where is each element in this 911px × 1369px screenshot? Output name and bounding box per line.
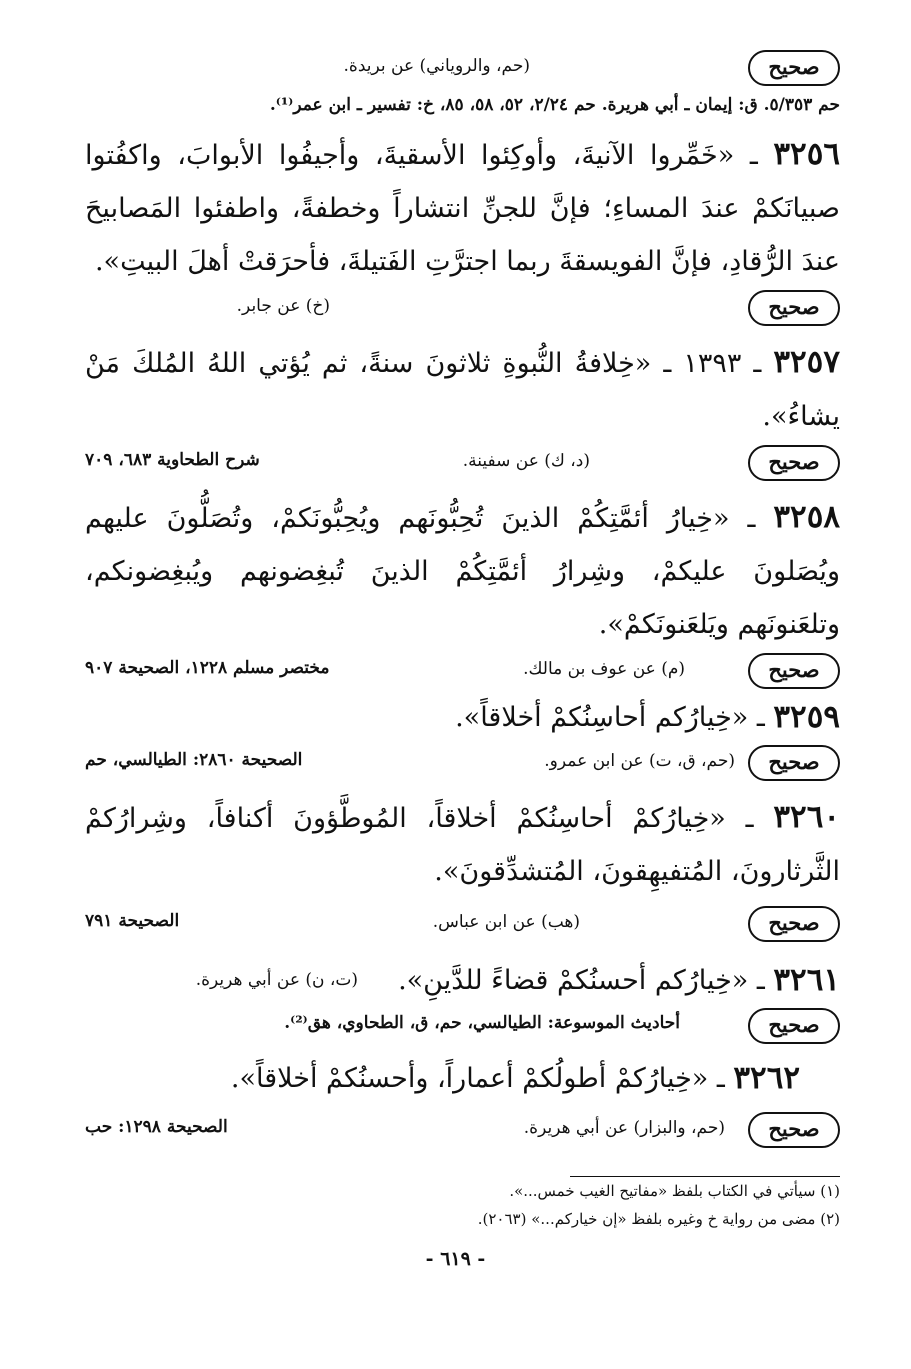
hadith-number: ٣٢٥٧ xyxy=(773,344,840,380)
hadith-body: «خِيارُكمْ أحاسِنُكمْ أخلاقاً، المُوطَّؤونَ أكنافاً، وشِرارُكمْ الثَّرثارونَ، المُتفيهِقونَ، المُتشدِّقونَ». xyxy=(85,803,840,887)
hadith-source: (ت، ن) عن أبي هريرة. xyxy=(195,970,359,990)
hadith-number: ٣٢٥٨ xyxy=(773,499,841,535)
hadith-number: ٣٢٥٩ xyxy=(773,699,840,735)
verification-note: شرح الطحاوية ٦٨٣، ٧٠٩ xyxy=(85,450,260,470)
hadith-text: ٣٢٦٢ ـ «خِيارُكمْ أطولُكمْ أعماراً، وأحسنُكمْ أخلاقاً». xyxy=(230,1060,800,1096)
hadith-text: ٣٢٦٠ ـ «خِيارُكمْ أحاسِنُكمْ أخلاقاً، المُوطَّؤونَ أكنافاً، وشِرارُكمْ الثَّرثارونَ، المُتفيهِقونَ، المُتشدِّقونَ». xyxy=(85,799,840,887)
hadith-body: «خِيارُكم أحاسِنُكمْ أخلاقاً». xyxy=(455,701,749,733)
verification-note: الصحيحة ٢٨٦٠: الطيالسي، حم xyxy=(85,750,303,770)
grade-badge: صحيح xyxy=(748,445,840,481)
hadith-text: ٣٢٥٧ ـ ١٣٩٣ ـ «خِلافةُ النُّبوةِ ثلاثونَ سنةً، ثم يُؤتي اللهُ المُلكَ مَنْ يشاءُ». xyxy=(85,344,840,432)
takhrij-line: حم ٥/٣٥٣. ق: إيمان ـ أبي هريرة. حم ٢/٢٤، ٥٢، ٥٨، ٨٥، خ: تفسير ـ ابن عمر⁽¹⁾. xyxy=(269,95,840,115)
grade-badge: صحيح xyxy=(748,653,840,689)
reference-row xyxy=(85,651,840,691)
hadith-number: ٣٢٥٦ xyxy=(773,136,840,172)
hadith-number: ٣٢٦١ xyxy=(773,962,840,998)
hadith-text: ٣٢٥٩ ـ «خِيارُكم أحاسِنُكمْ أخلاقاً». xyxy=(455,699,840,735)
document-page xyxy=(85,48,840,1338)
reference-row xyxy=(85,48,840,88)
hadith-text: ٣٢٥٨ ـ «خِيارُ أئمَّتِكُمْ الذينَ تُحِبُّونَهم ويُحِبُّونَكمْ، وتُصَلُّونَ عليهم ويُصَلونَ عليكمْ، وشِرارُ أئمَّتِكُمْ الذينَ تُبغِضونهم ويُبغِضونكم، وتلعَنونَهم ويَلعَنونَكمْ». xyxy=(85,499,841,640)
hadith-source: (هب) عن ابن عباس. xyxy=(432,912,580,932)
hadith-source: (حم، والروياني) عن بريدة. xyxy=(343,56,530,76)
hadith-source: (د، ك) عن سفينة. xyxy=(462,451,590,471)
footnote: (٢) مضى من رواية خ وغيره بلفظ «إن خياركم...» (٢٠٦٣). xyxy=(477,1210,840,1228)
reference-row xyxy=(85,288,840,328)
footnote: (١) سيأتي في الكتاب بلفظ «مفاتيح الغيب خمس...». xyxy=(509,1182,840,1200)
hadith-body: «خَمِّروا الآنيةَ، وأوكِئوا الأسقيةَ، وأجيفُوا الأبوابَ، واكفُتوا صبيانَكمْ عندَ المساءِ؛ فإنَّ للجنِّ انتشاراً وخطفةً، واطفئوا المَصابيحَ عندَ الرُّقادِ، فإنَّ الفويسقةَ ربما اجترَّتِ الفَتيلةَ، فأحرَقتْ أهلَ البيتِ». xyxy=(85,140,840,277)
grade-badge: صحيح xyxy=(748,1112,840,1148)
hadith-text: ٣٢٦١ ـ «خِيارُكم أحسنُكمْ قضاءً للدَّينِ». (ت، ن) عن أبي هريرة. xyxy=(195,962,840,998)
grade-badge: صحيح xyxy=(748,906,840,942)
hadith-number: ٣٢٦٠ xyxy=(773,799,840,835)
hadith-source: (خ) عن جابر. xyxy=(236,296,330,316)
hadith-number: ٣٢٦٢ xyxy=(733,1060,800,1096)
hadith-body: «خِيارُكمْ أطولُكمْ أعماراً، وأحسنُكمْ أخلاقاً». xyxy=(230,1062,709,1094)
hadith-body: ١٣٩٣ ـ «خِلافةُ النُّبوةِ ثلاثونَ سنةً، ثم يُؤتي اللهُ المُلكَ مَنْ يشاءُ». xyxy=(85,348,840,432)
reference-row xyxy=(85,443,840,483)
hadith-body: «خِيارُكم أحسنُكمْ قضاءً للدَّينِ». xyxy=(398,964,749,996)
grade-badge: صحيح xyxy=(748,290,840,326)
verification-note: الصحيحة ١٢٩٨: حب xyxy=(85,1117,228,1137)
page-number: - ٦١٩ - xyxy=(425,1248,486,1270)
reference-row xyxy=(85,1006,840,1046)
grade-badge: صحيح xyxy=(748,745,840,781)
verification-note: مختصر مسلم ١٢٢٨، الصحيحة ٩٠٧ xyxy=(85,658,330,678)
reference-row xyxy=(85,743,840,783)
verification-note: الصحيحة ٧٩١ xyxy=(85,911,180,931)
hadith-source: (م) عن عوف بن مالك. xyxy=(523,659,685,679)
hadith-text: ٣٢٥٦ ـ «خَمِّروا الآنيةَ، وأوكِئوا الأسقيةَ، وأجيفُوا الأبوابَ، واكفُتوا صبيانَكمْ عندَ المساءِ؛ فإنَّ للجنِّ انتشاراً وخطفةً، واطفئوا المَصابيحَ عندَ الرُّقادِ، فإنَّ الفويسقةَ ربما اجترَّتِ الفَتيلةَ، فأحرَقتْ أهلَ البيتِ». xyxy=(85,136,840,277)
reference-row xyxy=(85,1110,840,1150)
reference-row xyxy=(85,904,840,944)
grade-badge: صحيح xyxy=(748,1008,840,1044)
hadith-body: «خِيارُ أئمَّتِكُمْ الذينَ تُحِبُّونَهم ويُحِبُّونَكمْ، وتُصَلُّونَ عليهم ويُصَلونَ عليكمْ، وشِرارُ أئمَّتِكُمْ الذينَ تُبغِضونهم ويُبغِضونكم، وتلعَنونَهم ويَلعَنونَكمْ». xyxy=(85,503,840,640)
hadith-source: (حم، والبزار) عن أبي هريرة. xyxy=(523,1118,725,1138)
hadith-source: (حم، ق، ت) عن ابن عمرو. xyxy=(544,751,735,771)
verification-note: أحاديث الموسوعة: الطيالسي، حم، ق، الطحاوي، هق⁽²⁾. xyxy=(284,1013,680,1033)
grade-badge: صحيح xyxy=(748,50,840,86)
